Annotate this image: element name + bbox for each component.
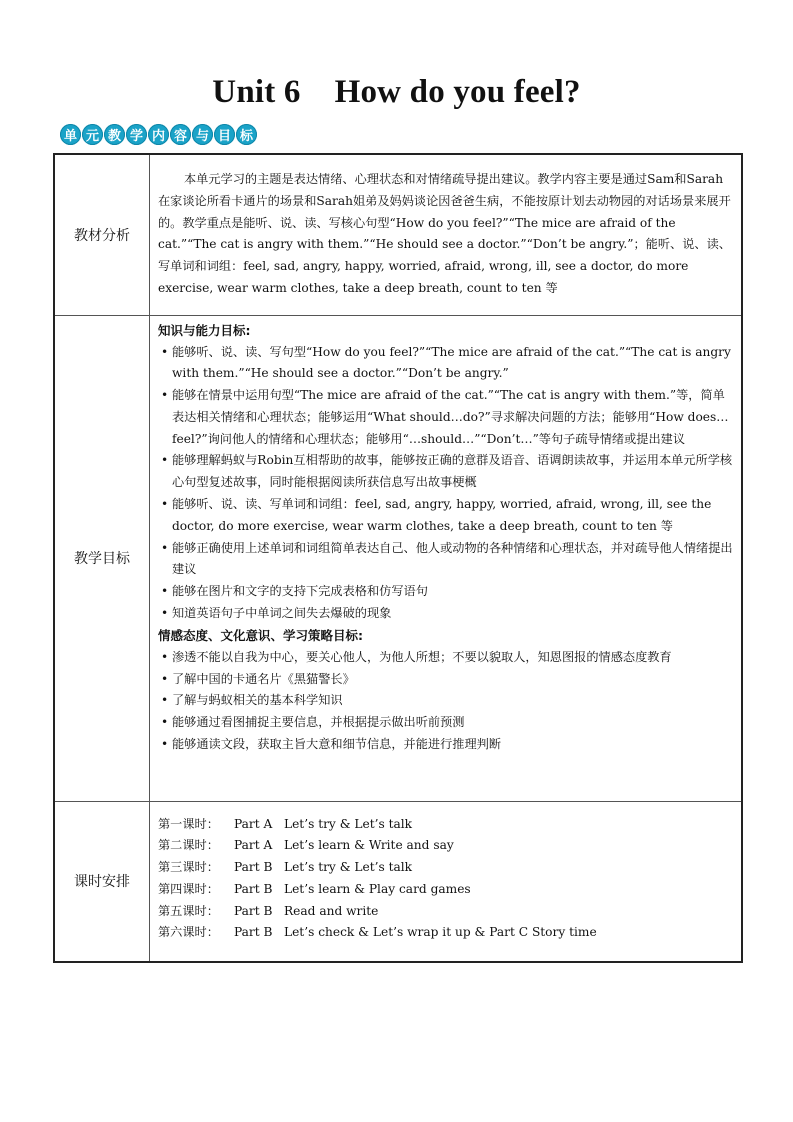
list-item: • 了解中国的卡通名片《黑猫警长》 [158,669,733,691]
analysis-cell [150,154,743,315]
goals-heading-knowledge: 知识与能力目标: [158,322,251,338]
row-label-goals: 教学目标 [54,315,150,801]
lesson-row [158,835,733,857]
section-badge-char: 与 [192,124,213,145]
lesson-content: Let’s try & Let’s talk [284,860,413,875]
lesson-period: 第六课时： [158,925,219,940]
lesson-part: Part B [234,881,273,896]
list-item: • 知道英语句子中单词之间失去爆破的现象 [158,603,733,625]
section-badge [60,124,258,145]
list-item: • 能够在情景中运用句型“The mice are afraid of the cat.”“The cat is angry with them.”等，简单表达相关情绪和心理状态；能够运用“What should…do?”寻求解决问题的方法；能够用“How does…feel?”询问他人的情绪和心理状态；能够用“…should…”“Don’t…”等句子疏导情绪或提出建议 [158,385,733,450]
lesson-period: 第三课时： [158,860,219,875]
goals-cell [150,315,743,801]
analysis-text: 本单元学习的主题是表达情绪、心理状态和对情绪疏导提出建议。教学内容主要是通过Sam和Sarah在家谈论所看卡通片的场景和Sarah姐弟及妈妈谈论因爸爸生病，不能按原计划去动物园的对话场景来展开的。教学重点是能听、说、读、写核心句型“How do you feel?”“The mice are afraid of the cat.”“The cat is angry with them.”“He should see a doctor.”“Don’t be angry.”；能听、说、读、写单词和词组：feel, sad, angry, happy, worried, afraid, wrong, ill, see a doctor, do more exercise, wear warm clothes, take a deep breath, count to ten 等 [158,172,731,295]
lesson-part: Part A [234,816,273,831]
list-item: • 渗透不能以自我为中心，要关心他人，为他人所想；不要以貌取人，知恩图报的情感态度教育 [158,647,733,669]
affective-goals-list [158,647,733,756]
schedule-cell [150,801,743,962]
list-item: • 能够听、说、读、写单词和词组：feel, sad, angry, happy, worried, afraid, wrong, ill, see the doctor, do more exercise, wear warm clothes, take a deep breath, count to ten 等 [158,494,733,538]
lesson-content: Let’s learn & Write and say [284,838,454,853]
section-badge-char: 教 [104,124,125,145]
title-unit: Unit 6 [212,74,301,110]
section-badge-char: 内 [148,124,169,145]
lesson-row [158,901,733,923]
list-item: • 能够通过看图捕捉主要信息，并根据提示做出听前预测 [158,712,733,734]
list-item: • 能够正确使用上述单词和词组简单表达自己、他人或动物的各种情绪和心理状态，并对疏导他人情绪提出建议 [158,538,733,582]
lesson-period: 第五课时： [158,903,219,918]
section-badge-char: 容 [170,124,191,145]
table-row-schedule [54,801,742,962]
lesson-part: Part A [234,838,273,853]
goals-heading-affective: 情感态度、文化意识、学习策略目标: [158,627,363,643]
lesson-content: Let’s try & Let’s talk [284,816,413,831]
title-question: How do you feel? [334,74,581,110]
row-label-analysis: 教材分析 [54,154,150,315]
section-badge-char: 单 [60,124,81,145]
lesson-row [158,814,733,836]
lesson-period: 第一课时： [158,816,219,831]
list-item: • 能够在图片和文字的支持下完成表格和仿写语句 [158,581,733,603]
section-badge-char: 学 [126,124,147,145]
table-row-analysis [54,154,742,315]
row-label-schedule: 课时安排 [54,801,150,962]
lesson-row [158,922,733,944]
lesson-content: Let’s learn & Play card games [284,881,471,896]
list-item: • 能够听、说、读、写句型“How do you feel?”“The mice are afraid of the cat.”“The cat is angry with them.”“He should see a doctor.”“Don’t be angry.” [158,342,733,386]
lesson-part: Part B [234,925,273,940]
lesson-part: Part B [234,903,273,918]
section-badge-char: 标 [236,124,257,145]
unit-content-table [53,153,743,963]
section-badge-char: 元 [82,124,103,145]
knowledge-goals-list [158,342,733,625]
section-badge-char: 目 [214,124,235,145]
lesson-row [158,879,733,901]
lesson-period: 第四课时： [158,881,219,896]
lesson-period: 第二课时： [158,838,219,853]
table-row-goals [54,315,742,801]
lesson-content: Read and write [284,903,379,918]
list-item: • 能够理解蚂蚁与Robin互相帮助的故事，能够按正确的意群及语音、语调朗读故事，并运用本单元所学核心句型复述故事，同时能根据阅读所获信息写出故事梗概 [158,450,733,494]
lesson-part: Part B [234,860,273,875]
lesson-content: Let’s check & Let’s wrap it up & Part C Story time [284,925,597,940]
page-title [0,74,793,111]
list-item: • 了解与蚂蚁相关的基本科学知识 [158,690,733,712]
list-item: • 能够通读文段，获取主旨大意和细节信息，并能进行推理判断 [158,734,733,756]
lesson-row [158,857,733,879]
